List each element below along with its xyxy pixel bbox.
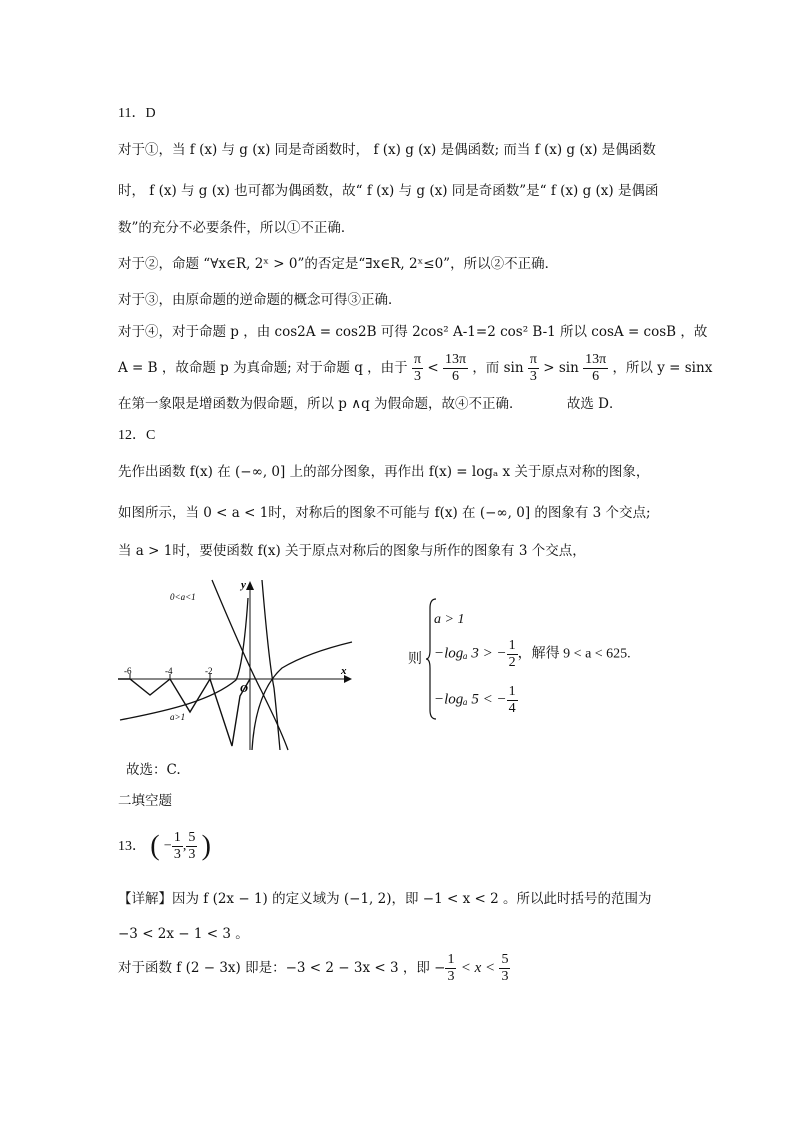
q11-para4-line2-text3: > sin xyxy=(543,360,579,376)
q12-line3: 当 a > 1时，要使函数 f(x) 关于原点对称后的图象与所作的图象有 3 个交点， xyxy=(118,543,586,559)
q13-fraction-1-3: $\frac{1}{3}$ xyxy=(447,952,455,984)
fraction-13pi-6-b: $\frac{13\pi}{6}$ xyxy=(585,352,607,384)
q11-para3: 对于③，由原命题的逆命题的概念可得③正确． xyxy=(118,292,402,308)
system-line3 xyxy=(434,684,518,717)
answer-fraction-1-3: $\frac{1}{3}$ xyxy=(173,830,181,862)
system-line2-lhs: −logₐ 3 > − xyxy=(434,645,507,662)
q13-line1: 【详解】因为 f (2x − 1) 的定义域为 (−1, 2)，即 −1 < x < 2 。所以此时括号的范围为 xyxy=(118,891,652,907)
q11-para4-line3-text: 在第一象限是增函数为假命题，所以 p ∧q 为假命题，故④不正确． xyxy=(118,396,523,412)
origin-label: O xyxy=(240,683,248,695)
system-line2 xyxy=(434,638,631,671)
q11-para4-line3 xyxy=(118,394,622,414)
q11-para1-line3: 数”的充分不必要条件，所以①不正确． xyxy=(118,220,355,236)
less-than: < xyxy=(427,360,439,376)
y-axis-arrow-icon xyxy=(246,581,254,590)
q11-choice: 故选 D． xyxy=(566,396,623,412)
q13-line3-text: 对于函数 f (2 − 3x) 即是：−3 < 2 − 3x < 3 ，即 − xyxy=(118,960,446,976)
q13-line3 xyxy=(118,950,510,986)
system-prefix: 则 xyxy=(408,651,422,667)
x-axis-label: x xyxy=(341,665,347,677)
q13-answer: 13． ( − $\frac{1}{3}$ , $\frac{5}{3}$ ) xyxy=(118,830,211,862)
label-0-a-1: 0<a<1 xyxy=(170,592,196,602)
y-axis-label: y xyxy=(241,579,246,591)
q11-para4-line1: 对于④，对于命题 p ，由 cos2A = cos2B 可得 2cos² A-1=2 cos² B-1 所以 cosA = cosB ，故 xyxy=(118,324,708,340)
fraction-1-2: $\frac{1}{2}$ xyxy=(508,638,516,670)
tick-neg6: -6 xyxy=(124,666,132,676)
q11-para4-line2-text4: ，所以 y = sinx xyxy=(612,360,713,376)
q13-number: 13． xyxy=(118,839,146,854)
section-fill-in: 二填空题 xyxy=(118,793,172,809)
q11-para4-line2-text1: A = B ，故命题 p 为真命题; 对于命题 q ，由于 xyxy=(118,360,408,376)
q12-choice: 故选：C. xyxy=(126,762,181,778)
label-a-gt-1: a>1 xyxy=(170,712,186,722)
q11-para4-line2-text2: ，而 sin xyxy=(472,360,524,376)
fraction-13pi-6: $\frac{13\pi}{6}$ xyxy=(444,352,467,384)
q12-answer: 12．C xyxy=(118,428,156,443)
fraction-pi-3: $\frac{\pi}{3}$ xyxy=(413,352,422,384)
curve-0-a-1-right xyxy=(262,580,280,750)
inequality-system xyxy=(408,598,698,718)
system-solution: ，解得 9 < a < 625. xyxy=(517,646,631,662)
answer-fraction-5-3: $\frac{5}{3}$ xyxy=(188,830,196,862)
system-line1: a > 1 xyxy=(434,612,465,627)
q12-line2: 如图所示，当 0 < a < 1时，对称后的图象不可能与 f(x) 在 (−∞, 0] 的图象有 3 个交点; xyxy=(118,505,651,521)
q12-line1: 先作出函数 f(x) 在 (−∞, 0] 上的部分图象，再作出 f(x) = logₐ x 关于原点对称的图象， xyxy=(118,464,650,480)
q11-answer: 11．D xyxy=(118,106,156,121)
q11-para4-line2 xyxy=(118,352,712,385)
curve-a-gt-1-right xyxy=(252,642,352,750)
tick-neg2: -2 xyxy=(205,666,213,676)
q13-fraction-5-3: $\frac{5}{3}$ xyxy=(501,952,509,984)
fraction-pi-3-b: $\frac{\pi}{3}$ xyxy=(529,352,537,384)
q11-para1-line1: 对于①，当 f (x) 与 g (x) 同是奇函数时， f (x) g (x) 是偶函数; 而当 f (x) g (x) 是偶函数 xyxy=(118,142,656,158)
function-graph xyxy=(112,568,362,758)
q11-para1-line2: 时， f (x) 与 g (x) 也可都为偶函数，故“ f (x) 与 g (x) 同是奇函数”是“ f (x) g (x) 是偶函 xyxy=(118,183,659,199)
q13-inequality: < x < xyxy=(460,960,496,976)
system-line3-lhs: −logₐ 5 < − xyxy=(434,691,507,708)
tick-neg4: -4 xyxy=(165,666,173,676)
fraction-1-4: $\frac{1}{4}$ xyxy=(508,684,516,716)
q11-para2: 对于②，命题 “∀x∈R, 2ˣ > 0”的否定是“∃x∈R, 2ˣ≤0”，所以②不正确． xyxy=(118,256,559,272)
q13-line2: −3 < 2x − 1 < 3 。 xyxy=(118,926,249,942)
